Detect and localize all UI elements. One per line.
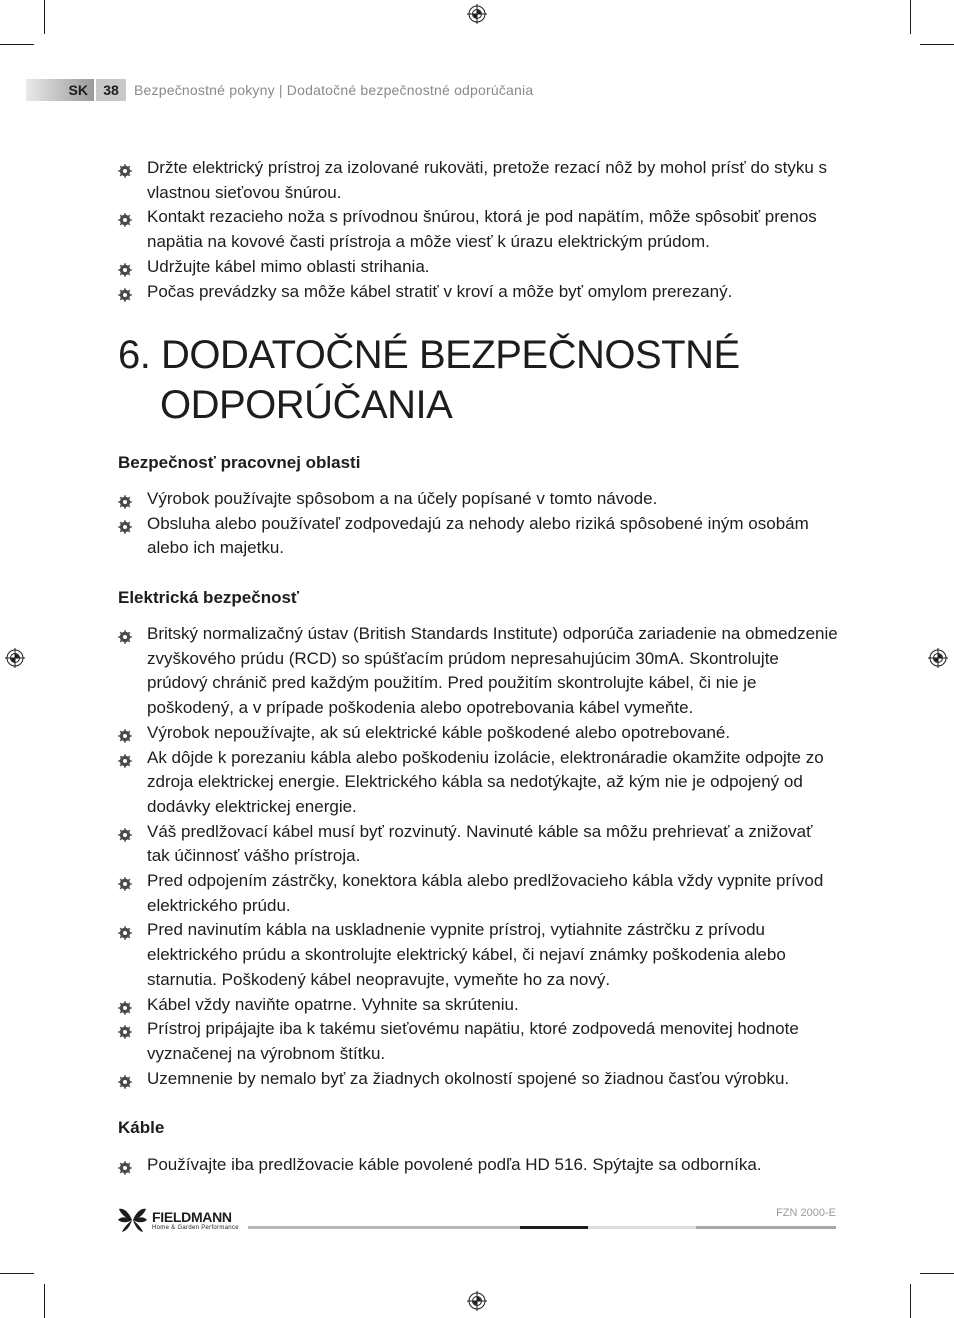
footer-bar-segment xyxy=(696,1226,836,1229)
section-title xyxy=(118,330,740,430)
crop-mark xyxy=(0,44,34,45)
brand-logo xyxy=(118,1206,248,1234)
brand-name: FIELDMANN xyxy=(152,1209,232,1225)
section-title-line2: ODPORÚČANIA xyxy=(160,383,453,427)
registration-mark-icon xyxy=(467,1291,487,1311)
list-item xyxy=(118,918,838,992)
gear-bullet-icon xyxy=(118,492,132,506)
list-item xyxy=(118,746,838,820)
list-item xyxy=(118,156,838,205)
list-item xyxy=(118,1067,838,1092)
section-title-line1: 6. DODATOČNÉ BEZPEČNOSTNÉ xyxy=(118,333,740,377)
workspace-list xyxy=(118,487,838,561)
footer-bar-segment xyxy=(248,1226,520,1229)
list-item-text: Výrobok používajte spôsobom a na účely popísané v tomto návode. xyxy=(147,489,658,508)
gear-bullet-icon xyxy=(118,1022,132,1036)
gear-bullet-icon xyxy=(118,751,132,765)
list-item-text: Uzemnenie by nemalo byť za žiadnych okolností spojené so žiadnou časťou výrobku. xyxy=(147,1068,790,1088)
footer-bar-segment xyxy=(520,1226,588,1229)
crop-mark xyxy=(920,44,954,45)
brand-tagline: Home & Garden Performance xyxy=(152,1225,239,1231)
subheading-electrical: Elektrická bezpečnosť xyxy=(118,588,300,607)
intro-list xyxy=(118,156,838,304)
list-item-text: Kábel vždy naviňte opatrne. Vyhnite sa skrúteniu. xyxy=(147,994,519,1014)
registration-mark-icon xyxy=(5,648,25,668)
list-item xyxy=(118,869,838,918)
electrical-list xyxy=(118,622,838,1091)
registration-mark-icon xyxy=(928,648,948,668)
list-item xyxy=(118,993,838,1018)
list-item-text: Britský normalizačný ústav (British Standards Institute) odporúča zariadenie na obmedzenie zvyškového prúdu (RCD) so spúšťacím prúdom nepresahujúcim 30mA. Skontrolujte prúdový chránič pred každým použitím. Pred použitím skontrolujte kábel, či nie je poškodený, a v prípade poškodenia alebo opotrebovania kábel vymeňte. xyxy=(147,624,838,718)
crop-mark xyxy=(0,1273,34,1274)
gear-bullet-icon xyxy=(118,726,132,740)
gear-bullet-icon xyxy=(118,161,132,175)
cables-list xyxy=(118,1153,838,1178)
list-item xyxy=(118,205,838,254)
gear-bullet-icon xyxy=(118,210,132,224)
gear-bullet-icon xyxy=(118,1158,132,1172)
gear-bullet-icon xyxy=(118,285,132,299)
gear-bullet-icon xyxy=(118,998,132,1012)
page-number: 38 xyxy=(96,79,126,101)
crop-mark xyxy=(920,1273,954,1274)
crop-mark xyxy=(910,0,911,34)
list-item xyxy=(118,487,838,512)
list-item xyxy=(118,622,838,721)
list-item xyxy=(118,512,838,561)
subheading-cables: Káble xyxy=(118,1118,165,1137)
list-item-text: Pred navinutím kábla na uskladnenie vypnite prístroj, vytiahnite zástrčku z prívodu elektrického prúdu a skontrolujte elektrický kábel, či nejaví známky poškodenia alebo starnutia. Poškodený kábel neopravujte, vymeňte ho za nový. xyxy=(147,920,786,989)
list-item xyxy=(118,255,838,280)
gear-bullet-icon xyxy=(118,627,132,641)
subheading-workspace: Bezpečnosť pracovnej oblasti xyxy=(118,453,361,472)
list-item-text: Prístroj pripájajte iba k takému sieťovému napätiu, ktoré zodpovedá menovitej hodnote vyznačenej na výrobnom štítku. xyxy=(147,1019,799,1063)
list-item xyxy=(118,820,838,869)
list-item-text: Obsluha alebo používateľ zodpovedajú za nehody alebo riziká spôsobené iným osobám alebo ich majetku. xyxy=(147,513,809,558)
gear-bullet-icon xyxy=(118,517,132,531)
list-item-text: Počas prevádzky sa môže kábel stratiť v kroví a môže byť omylom prerezaný. xyxy=(147,281,733,301)
list-item-text: Ak dôjde k porezaniu kábla alebo poškodeniu izolácie, elektronáradie okamžite odpojte zo zdroja elektrickej energie. Elektrického kábla sa nedotýkajte, až kým nie je odpojený od dodávky elektrickej energie. xyxy=(147,747,824,816)
footer-bar-segment xyxy=(588,1226,696,1229)
fieldmann-leaf-logo-icon xyxy=(118,1206,148,1234)
registration-mark-icon xyxy=(467,4,487,24)
gear-bullet-icon xyxy=(118,923,132,937)
list-item-text: Pred odpojením zástrčky, konektora kábla alebo predlžovacieho kábla vždy vypnite prívod elektrického prúdu. xyxy=(147,871,824,915)
list-item xyxy=(118,1017,838,1066)
crop-mark xyxy=(44,0,45,34)
gear-bullet-icon xyxy=(118,1072,132,1086)
language-tab: SK xyxy=(26,79,94,101)
crop-mark xyxy=(910,1284,911,1318)
list-item-text: Držte elektrický prístroj za izolované rukoväti, pretože rezací nôž by mohol prísť do styku s vlastnou sieťovou šnúrou. xyxy=(147,158,828,202)
breadcrumb: Bezpečnostné pokyny | Dodatočné bezpečnostné odporúčania xyxy=(134,82,534,98)
gear-bullet-icon xyxy=(118,260,132,274)
list-item-text: Váš predlžovací kábel musí byť rozvinutý. Navinuté káble sa môžu prehrievať a znižovať tak účinnosť vášho prístroja. xyxy=(147,821,813,866)
list-item xyxy=(118,280,838,305)
gear-bullet-icon xyxy=(118,825,132,839)
list-item-text: Udržujte kábel mimo oblasti strihania. xyxy=(147,256,430,276)
list-item-text: Výrobok nepoužívajte, ak sú elektrické káble poškodené alebo opotrebované. xyxy=(147,722,731,742)
model-number: FZN 2000-E xyxy=(776,1207,836,1219)
page-header xyxy=(26,79,533,101)
list-item-text: Kontakt rezacieho noža s prívodnou šnúrou, ktorá je pod napätím, môže spôsobiť prenos napätia na kovové časti prístroja a môže viesť k úrazu elektrickým prúdom. xyxy=(147,207,817,252)
crop-mark xyxy=(44,1284,45,1318)
list-item xyxy=(118,1153,838,1178)
gear-bullet-icon xyxy=(118,874,132,888)
list-item-text: Používajte iba predlžovacie káble povolené podľa HD 516. Spýtajte sa odborníka. xyxy=(147,1155,762,1174)
list-item xyxy=(118,721,838,746)
